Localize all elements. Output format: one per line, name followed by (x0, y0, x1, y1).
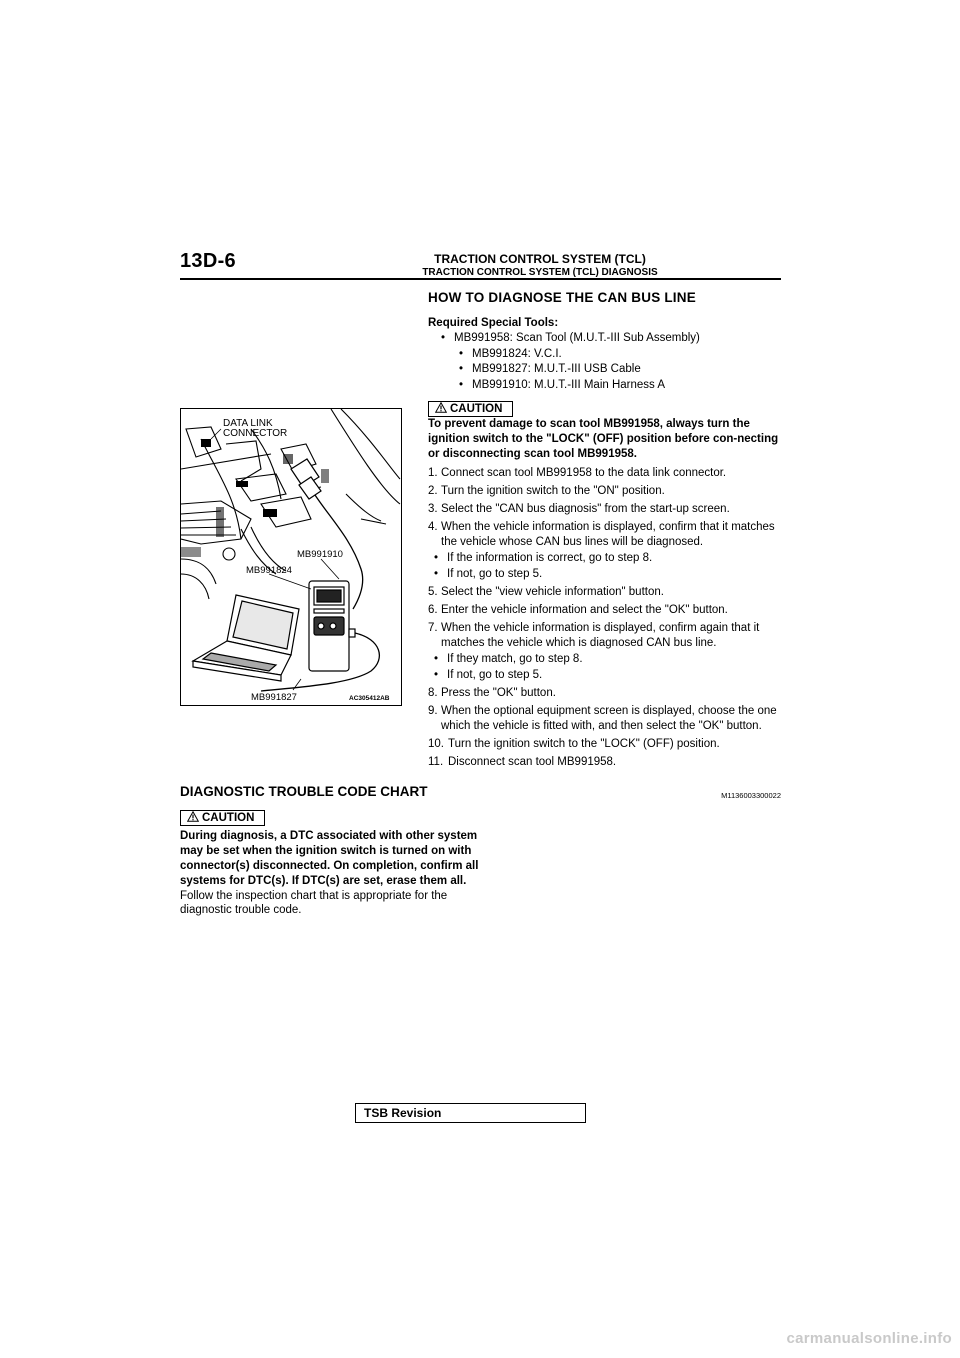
caution-label-box (428, 401, 513, 417)
section-title: TRACTION CONTROL SYSTEM (TCL) (434, 252, 646, 266)
caution-text: To prevent damage to scan tool MB991958, always turn the ignition switch to the "LOCK" (OFF) position before con-necting or disconnecting scan tool MB991958. (428, 418, 779, 460)
dtc-body-text: Follow the inspection chart that is appropriate for the diagnostic trouble code. (180, 890, 448, 916)
step-number: 5. (428, 586, 438, 598)
scan-tool-connection-figure (180, 408, 402, 706)
step-text: Turn the ignition switch to the "ON" position. (441, 485, 665, 497)
step-number: 4. (428, 521, 438, 533)
figure-illustration (181, 409, 401, 705)
step-text: Disconnect scan tool MB991958. (448, 756, 617, 768)
dtc-caution-label-box (180, 810, 265, 826)
step-number: 9. (428, 705, 438, 717)
step-bullet: • If not, go to step 5. (428, 668, 784, 683)
can-bus-section (428, 290, 784, 773)
tool-item: • MB991824: V.C.I. (428, 347, 784, 363)
step-text: Select the "view vehicle information" button. (441, 586, 664, 598)
step-number: 3. (428, 503, 438, 515)
figure-code: AC305412AB (349, 695, 390, 702)
section-subtitle: TRACTION CONTROL SYSTEM (TCL) DIAGNOSIS (422, 267, 658, 278)
step-item (428, 704, 784, 734)
step-text: Enter the vehicle information and select the "OK" button. (441, 604, 728, 616)
step-number: 11. (428, 756, 444, 768)
dtc-caution-label: CAUTION (202, 812, 255, 824)
step-number: 7. (428, 622, 438, 634)
step-item (428, 603, 784, 618)
warning-triangle-icon (187, 811, 199, 822)
tool-item: • MB991910: M.U.T.-III Main Harness A (428, 378, 784, 394)
caution-block (428, 399, 784, 462)
tool-item: • MB991827: M.U.T.-III USB Cable (428, 362, 784, 378)
step-text: Select the "CAN bus diagnosis" from the start-up screen. (441, 503, 730, 515)
label-data-link-connector (223, 419, 287, 439)
procedure-steps (428, 466, 784, 770)
tools-list (428, 331, 784, 393)
can-bus-heading: HOW TO DIAGNOSE THE CAN BUS LINE (428, 290, 696, 305)
step-item (428, 520, 784, 550)
label-data-link-line1: DATA LINK (223, 418, 273, 429)
dtc-chart-heading: DIAGNOSTIC TROUBLE CODE CHART (180, 784, 428, 799)
step-item (428, 585, 784, 600)
page-number: 13D-6 (180, 250, 236, 272)
step-number: 8. (428, 687, 438, 699)
tool-item: • MB991958: Scan Tool (M.U.T.-III Sub Assembly) (428, 331, 784, 347)
watermark: carmanualsonline.info (786, 1330, 952, 1347)
label-data-link-line2: CONNECTOR (223, 428, 288, 439)
step-number: 6. (428, 604, 438, 616)
tsb-revision-box: TSB Revision (355, 1103, 586, 1123)
step-item (428, 466, 784, 481)
step-number: 1. (428, 467, 438, 479)
required-tools-heading: Required Special Tools: (428, 317, 559, 329)
dtc-caution-text: During diagnosis, a DTC associated with other system may be set when the ignition switch is turned on with connector(s) disconnected. On completion, confirm all systems for DTC(s). If DTC(s) are set, erase them all. (180, 830, 479, 887)
step-item (428, 621, 784, 651)
label-mb991824: MB991824 (246, 565, 292, 576)
step-text: When the vehicle information is displayed, confirm again that it matches the vehicle which is diagnosed CAN bus line. (441, 622, 760, 649)
caution-label: CAUTION (450, 403, 503, 415)
label-mb991827: MB991827 (251, 692, 297, 703)
step-item (428, 755, 784, 770)
step-bullet: • If they match, go to step 8. (428, 652, 784, 667)
step-item (428, 484, 784, 499)
step-number: 10. (428, 738, 444, 750)
label-mb991910: MB991910 (297, 549, 343, 560)
step-text: Press the "OK" button. (441, 687, 556, 699)
step-item (428, 686, 784, 701)
step-text: When the optional equipment screen is displayed, choose the one which the vehicle is fitted with, and then select the "OK" button. (441, 705, 777, 732)
dtc-reference-code: M1136003300022 (721, 791, 781, 800)
header-rule (180, 278, 781, 280)
step-bullet: • If the information is correct, go to step 8. (428, 551, 784, 566)
step-text: Connect scan tool MB991958 to the data link connector. (441, 467, 727, 479)
step-item (428, 737, 784, 752)
step-text: Turn the ignition switch to the "LOCK" (OFF) position. (448, 738, 720, 750)
step-text: When the vehicle information is displayed, confirm that it matches the vehicle whose CAN bus lines will be diagnosed. (441, 521, 775, 548)
warning-triangle-icon (435, 402, 447, 413)
step-number: 2. (428, 485, 438, 497)
step-bullet: • If not, go to step 5. (428, 567, 784, 582)
step-item (428, 502, 784, 517)
dtc-section-body (180, 808, 480, 917)
